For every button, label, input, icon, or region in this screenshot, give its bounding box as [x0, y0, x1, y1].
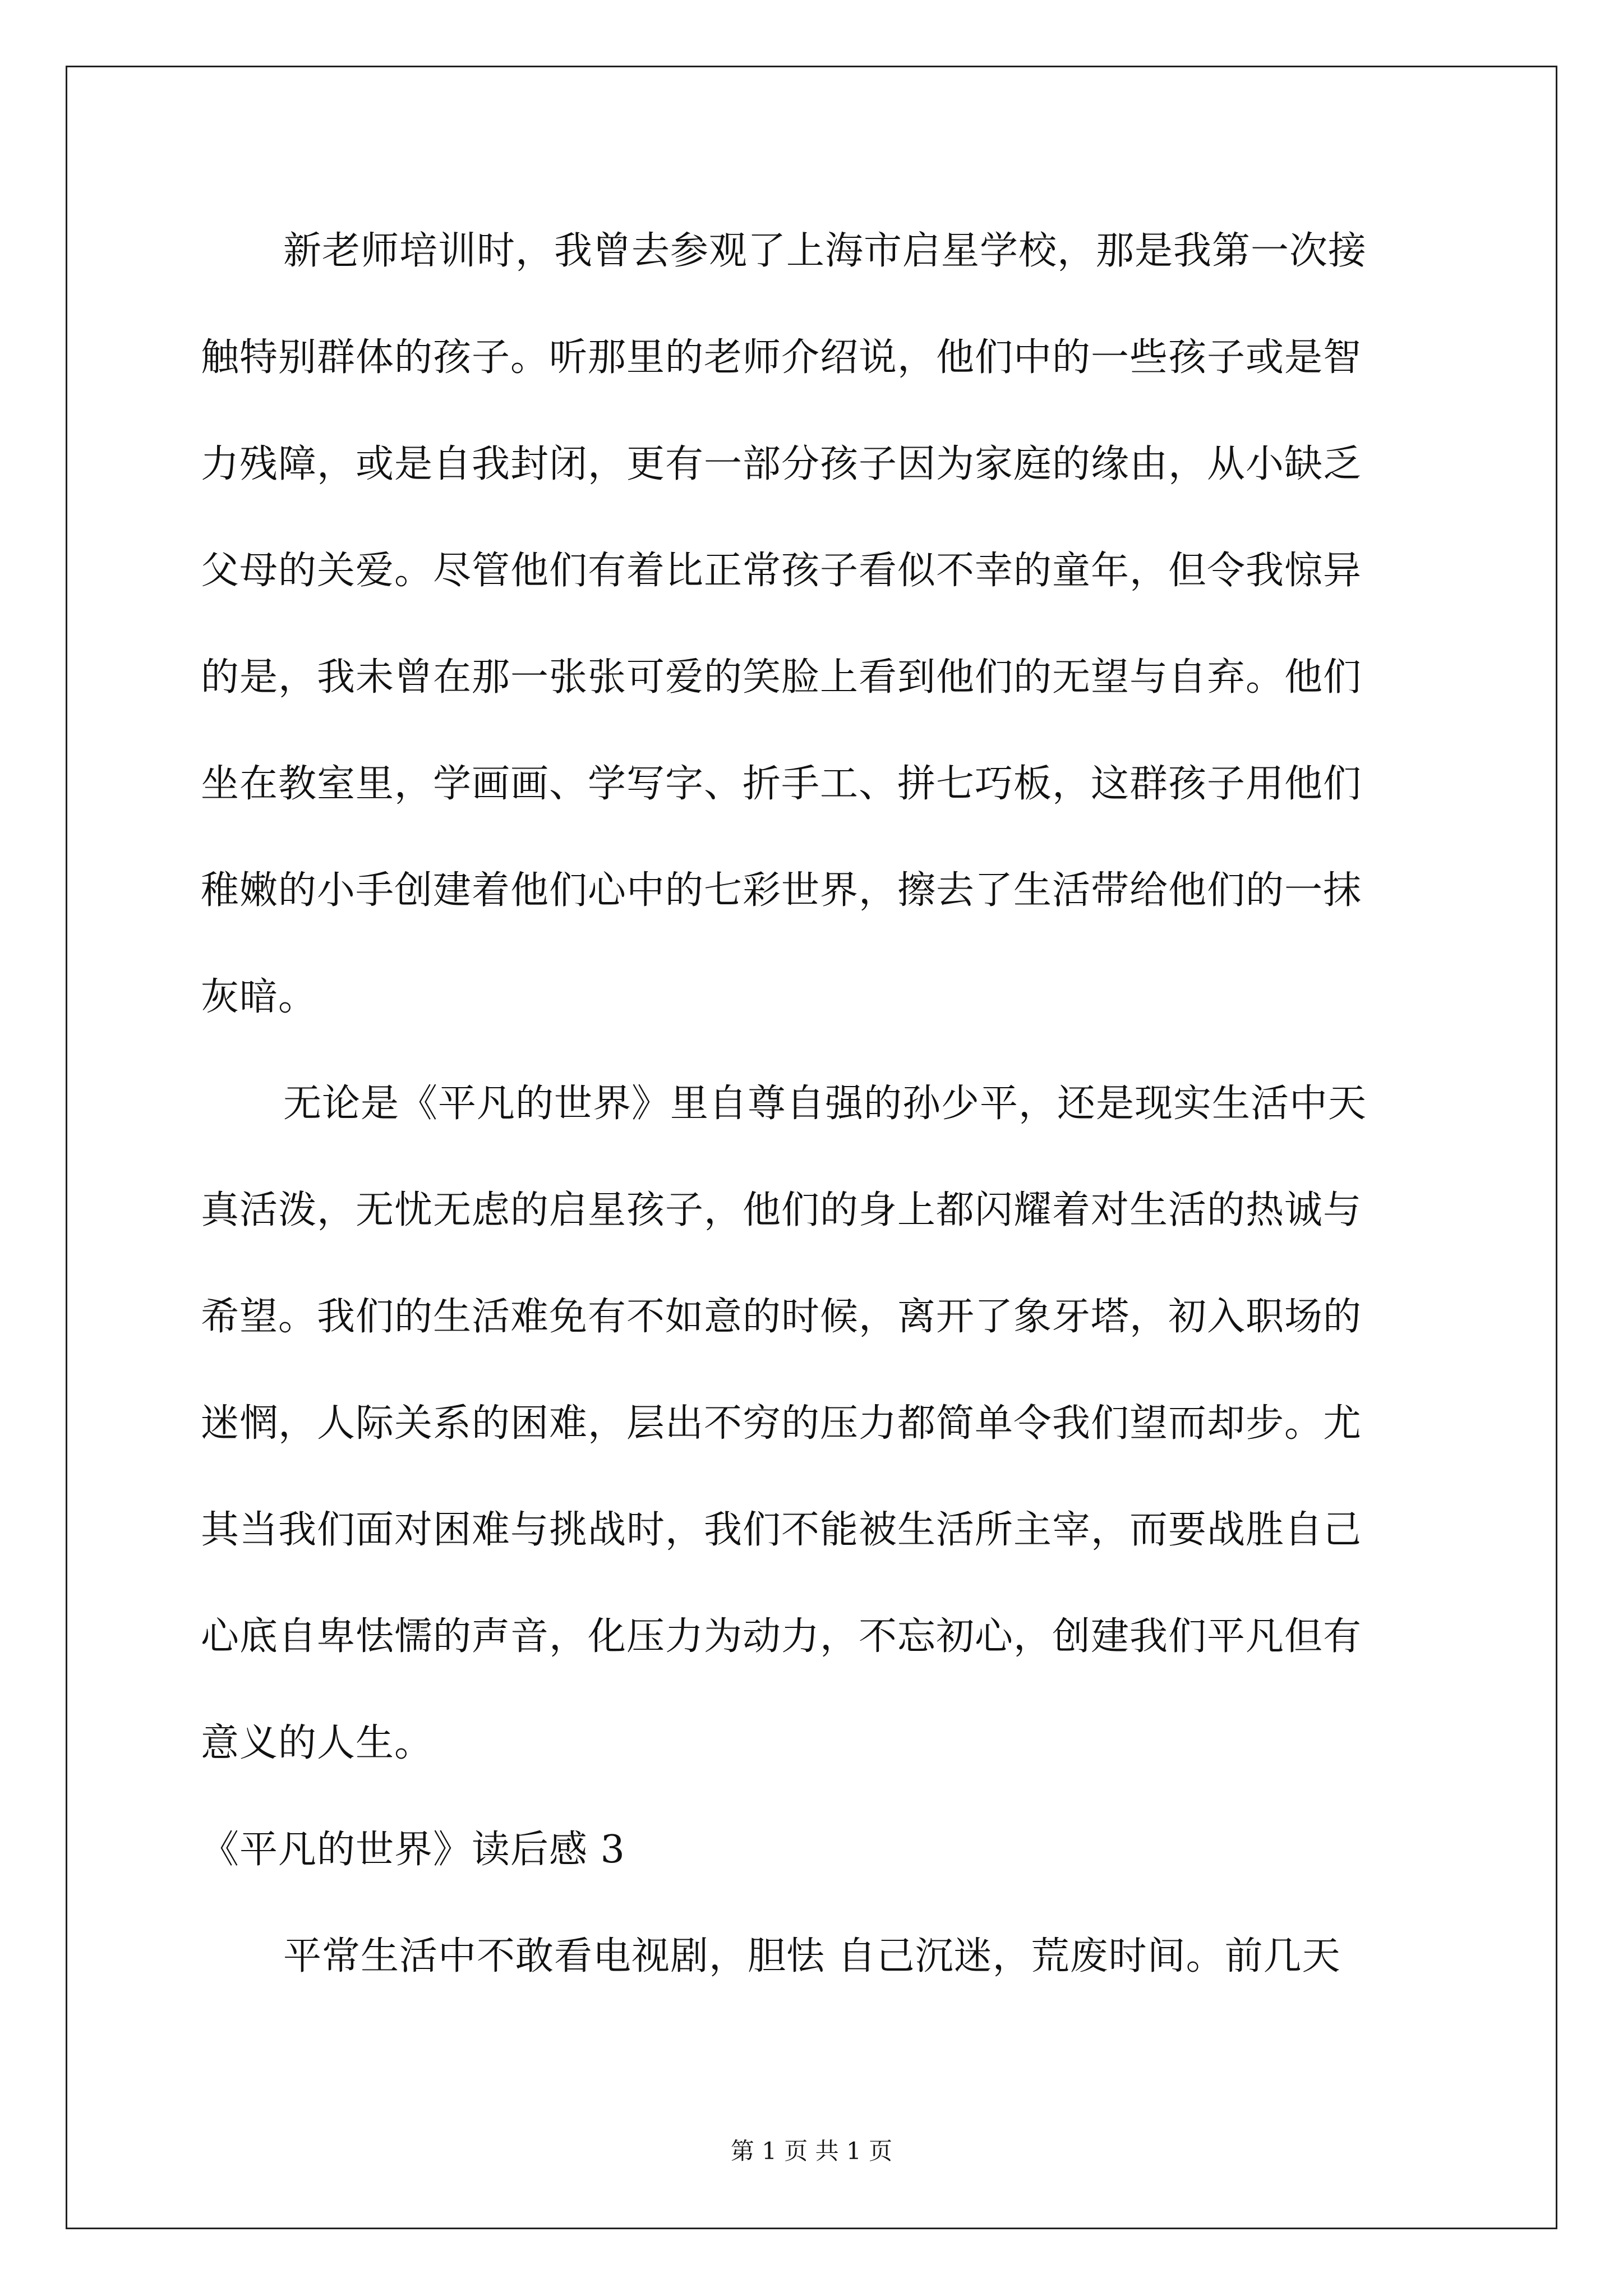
paragraph-1-line-6: 坐在教室里，学画画、学写字、折手工、拼七巧板，这群孩子用他们 — [201, 762, 1362, 806]
paragraph-1-line-3: 力残障，或是自我封闭，更有一部分孩子因为家庭的缘由，从小缺乏 — [201, 442, 1362, 486]
paragraph-2-line-3: 希望。我们的生活难免有不如意的时候，离开了象牙塔，初入职场的 — [201, 1295, 1362, 1339]
paragraph-2-line-4: 迷惘，人际关系的困难，层出不穷的压力都简单令我们望而却步。尤 — [201, 1401, 1362, 1446]
paragraph-1-line-5: 的是，我未曾在那一张张可爱的笑脸上看到他们的无望与自弃。他们 — [201, 655, 1362, 700]
paragraph-1-line-1: 新老师培训时，我曾去参观了上海市启星学校，那是我第一次接 — [283, 229, 1367, 273]
paragraph-1-line-4: 父母的关爱。尽管他们有着比正常孩子看似不幸的童年，但令我惊异 — [201, 549, 1362, 593]
paragraph-1-line-7: 稚嫩的小手创建着他们心中的七彩世界，擦去了生活带给他们的一抹 — [201, 868, 1362, 913]
page-number-footer: 第 1 页 共 1 页 — [730, 2137, 893, 2165]
paragraph-1-line-8: 灰暗。 — [201, 975, 317, 1019]
paragraph-2-line-7: 意义的人生。 — [201, 1721, 434, 1765]
paragraph-2-line-5: 其当我们面对困难与挑战时，我们不能被生活所主宰，而要战胜自己 — [201, 1508, 1362, 1552]
paragraph-1-line-2: 触特别群体的孩子。听那里的老师介绍说，他们中的一些孩子或是智 — [201, 335, 1362, 380]
paragraph-2-line-6: 心底自卑怯懦的声音，化压力为动力，不忘初心，创建我们平凡但有 — [201, 1614, 1362, 1659]
page-border — [66, 66, 1557, 2229]
section-heading: 《平凡的世界》读后感 3 — [201, 1828, 625, 1872]
paragraph-3-line-1: 平常生活中不敢看电视剧，胆怯 自己沉迷，荒废时间。前几天 — [283, 1934, 1341, 1978]
paragraph-2-line-2: 真活泼，无忧无虑的启星孩子，他们的身上都闪耀着对生活的热诚与 — [201, 1188, 1362, 1232]
paragraph-2-line-1: 无论是《平凡的世界》里自尊自强的孙少平，还是现实生活中天 — [283, 1082, 1367, 1126]
